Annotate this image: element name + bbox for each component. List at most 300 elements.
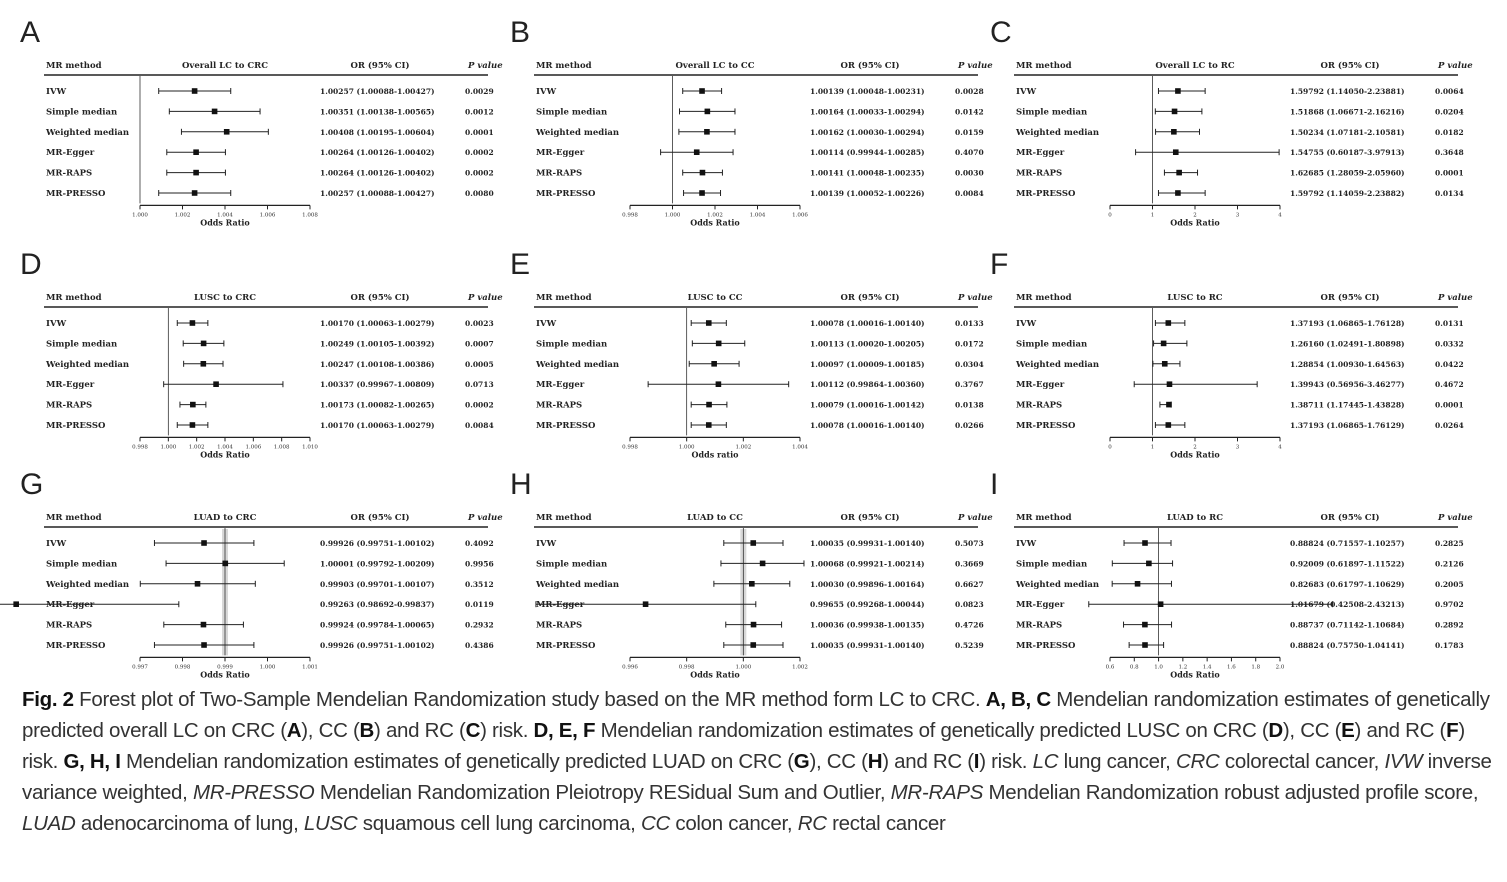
method-label: MR-Egger [536,600,585,611]
method-label: Weighted median [1016,359,1100,370]
x-tick-label: 3 [1235,444,1240,451]
point-estimate [212,109,218,115]
method-label: IVW [46,319,67,329]
forest-panel-f [990,248,1473,465]
x-tick-label: 1.002 [188,444,205,451]
caption-seg: ), CC ( [809,750,868,773]
point-estimate [705,109,711,115]
method-label: IVW [536,319,557,329]
or-value: 1.00114 (0.99944-1.00285) [810,148,925,158]
abbr-lusc: LUSC [303,812,358,835]
or-value: 1.37193 (1.06865-1.76128) [1290,319,1405,328]
p-value: 0.0002 [465,148,494,158]
or-value: 0.99924 (0.99784-1.00065) [320,620,435,630]
caption-ref-def: D, E, F [533,719,596,742]
forest-plot-svg [1010,508,1473,688]
or-value: 1.37193 (1.06865-1.76129) [1290,421,1405,430]
or-value: 1.01679 (0.42508-2.43213) [1290,600,1405,610]
method-label: MR-RAPS [1016,168,1063,179]
point-estimate [699,190,705,196]
chart-title: Overall LC to CC [675,61,755,71]
point-estimate [1171,129,1177,135]
point-estimate [1173,149,1179,155]
point-estimate [706,320,712,326]
header-p: P value [468,61,503,71]
x-axis-label: Odds Ratio [690,217,740,228]
p-value: 0.0029 [465,87,494,96]
caption-ref-a: A [286,719,302,742]
figure-label: Fig. 2 [22,688,74,711]
point-estimate [213,381,219,387]
or-value: 0.99926 (0.99751-1.00102) [320,539,435,548]
p-value: 0.0001 [1435,400,1464,410]
or-value: 1.00141 (1.00048-1.00235) [810,168,925,178]
method-label: Simple median [536,559,608,570]
or-value: 1.38711 (1.17445-1.43828) [1290,400,1405,410]
abbr-definition: rectal cancer [832,812,946,835]
or-value: 1.00162 (1.00030-1.00294) [810,127,925,137]
x-tick-label: 1.006 [259,212,276,219]
x-tick-label: 0.998 [132,444,148,451]
or-value: 0.99903 (0.99701-1.00107) [320,579,435,589]
method-label: MR-RAPS [46,168,93,179]
or-value: 1.00068 (0.99921-1.00214) [810,559,925,569]
forest-plot-svg [1010,288,1473,468]
p-value: 0.3767 [955,380,984,390]
or-value: 1.00170 (1.00063-1.00279) [320,319,435,328]
header-or: OR (95% CI) [1320,293,1380,303]
p-value: 0.9702 [1435,600,1464,610]
point-estimate [195,581,201,587]
point-estimate [1162,361,1168,367]
p-value: 0.0001 [465,127,494,137]
header-method: MR method [1016,61,1072,71]
x-tick-label: 0 [1108,212,1112,219]
abbr-definition: squamous cell lung carcinoma, [362,812,636,835]
or-value: 1.00079 (1.00016-1.00142) [810,400,925,410]
p-value: 0.4386 [465,641,494,650]
point-estimate [1158,601,1164,607]
x-tick-label: 0.998 [622,444,638,451]
forest-plot-svg [40,508,503,688]
x-tick-label: 3 [1235,212,1240,219]
p-value: 0.5239 [955,641,984,650]
method-label: IVW [536,539,557,549]
method-label: MR-RAPS [536,620,583,631]
method-label: Simple median [46,107,118,118]
or-value: 1.00097 (1.00009-1.00185) [810,359,925,369]
method-label: MR-PRESSO [46,421,106,431]
header-method: MR method [46,513,102,523]
caption-ref-e: E [1341,719,1355,742]
point-estimate [1166,320,1172,326]
point-estimate [1176,170,1182,176]
point-estimate [751,622,757,628]
panel-letter: E [510,248,531,281]
header-method: MR method [46,61,102,71]
or-value: 0.99263 (0.98692-0.99837) [320,600,435,610]
point-estimate [699,88,705,94]
method-label: MR-PRESSO [1016,421,1076,431]
x-tick-label: 0.998 [622,212,638,219]
method-label: MR-PRESSO [46,189,106,199]
point-estimate [704,129,710,135]
x-tick-label: 0.999 [217,664,233,671]
method-label: MR-PRESSO [1016,189,1076,199]
p-value: 0.0119 [465,600,494,610]
or-value: 1.00030 (0.99896-1.00164) [810,579,925,589]
p-value: 0.9956 [465,559,494,569]
x-tick-label: 1.004 [217,212,233,219]
forest-plot-svg [40,56,503,236]
p-value: 0.2126 [1435,559,1464,569]
method-label: MR-RAPS [46,620,93,631]
x-axis-label: Odds Ratio [1170,217,1220,228]
p-value: 0.0023 [465,319,494,328]
chart-title: LUSC to RC [1167,293,1223,303]
or-value: 0.99655 (0.99268-1.00044) [810,600,925,610]
x-tick-label: 1.004 [217,444,233,451]
caption-seg: ) and RC ( [374,719,466,742]
x-tick-label: 4 [1278,212,1282,219]
x-tick-label: 0.998 [678,664,695,671]
x-tick-label: 1.4 [1202,664,1212,671]
abbr-definition: adenocarcinoma of lung, [80,812,299,835]
x-tick-label: 1.000 [678,444,695,451]
p-value: 0.0084 [955,189,984,198]
forest-plot-svg [530,508,993,688]
p-value: 0.2825 [1435,539,1464,548]
p-value: 0.4070 [955,148,984,158]
point-estimate [716,381,722,387]
caption-title: Forest plot of Two-Sample Mendelian Randomization study based on the MR method form LC to CRC. [79,688,981,711]
point-estimate [13,601,19,607]
forest-plot-svg [1010,56,1473,236]
method-label: MR-PRESSO [46,641,106,651]
header-p: P value [468,293,503,303]
method-label: MR-Egger [46,148,95,159]
point-estimate [760,561,766,567]
method-label: Weighted median [1016,127,1100,138]
or-value: 1.00257 (1.00088-1.00427) [320,189,435,198]
or-value: 1.00173 (1.00082-1.00265) [320,400,435,410]
abbr-crc: CRC [1175,750,1220,773]
or-value: 1.59792 (1.14059-2.23882) [1290,189,1405,198]
x-tick-label: 2 [1193,444,1197,451]
method-label: Simple median [46,559,118,570]
panel-letter: I [990,468,999,501]
p-value: 0.0084 [465,421,494,430]
x-axis-label: Odds Ratio [1170,449,1220,460]
method-label: Weighted median [1016,579,1100,590]
header-method: MR method [536,513,592,523]
header-or: OR (95% CI) [840,61,900,71]
abbr-ivw: IVW [1384,750,1423,773]
or-value: 1.26160 (1.02491-1.80898) [1290,339,1405,349]
x-axis-label: Odds Ratio [690,669,740,680]
x-tick-label: 1.006 [792,212,808,219]
header-or: OR (95% CI) [840,293,900,303]
or-value: 1.62685 (1.28059-2.05960) [1290,168,1405,178]
chart-title: LUAD to CC [687,513,743,523]
method-label: Weighted median [536,579,620,590]
x-axis-label: Odds Ratio [200,669,250,680]
or-value: 0.88824 (0.71557-1.10257) [1290,539,1405,548]
p-value: 0.0080 [465,189,494,198]
x-tick-label: 0.8 [1129,664,1139,671]
x-tick-label: 0.997 [132,664,148,671]
method-label: MR-RAPS [1016,400,1063,411]
forest-panel-b [510,16,993,233]
x-tick-label: 0.998 [174,664,191,671]
point-estimate [192,88,198,94]
point-estimate [201,540,207,546]
header-or: OR (95% CI) [1320,513,1380,523]
header-p: P value [958,61,993,71]
forest-panel-d [20,248,503,465]
forest-panel-a [20,16,503,233]
p-value: 0.0131 [1435,319,1464,328]
point-estimate [750,540,756,546]
p-value: 0.4672 [1435,380,1464,390]
method-label: IVW [46,539,67,549]
point-estimate [222,561,228,567]
method-label: MR-Egger [1016,148,1065,159]
method-label: Simple median [1016,559,1088,570]
point-estimate [1166,422,1172,428]
p-value: 0.1783 [1435,641,1464,650]
caption-ref-g: G [793,750,810,773]
x-tick-label: 1.000 [664,212,681,219]
x-tick-label: 1.002 [735,444,752,451]
p-value: 0.0138 [955,400,984,410]
p-value: 0.0001 [1435,168,1464,178]
panel-letter: H [510,468,532,501]
p-value: 0.0264 [1435,421,1464,430]
point-estimate [190,402,196,408]
caption-ref-b: B [359,719,375,742]
method-label: MR-RAPS [536,168,583,179]
header-p: P value [1438,61,1473,71]
point-estimate [750,642,756,648]
abbr-luad: LUAD [22,812,76,835]
method-label: MR-Egger [46,600,95,611]
method-label: Weighted median [46,127,130,138]
point-estimate [1142,540,1148,546]
point-estimate [1167,381,1173,387]
method-label: MR-Egger [536,148,585,159]
header-or: OR (95% CI) [350,61,410,71]
p-value: 0.0005 [465,359,494,369]
header-p: P value [958,513,993,523]
panel-letter: B [510,16,531,49]
point-estimate [1172,109,1178,115]
point-estimate [193,149,199,155]
point-estimate [1161,341,1167,347]
x-tick-label: 1.004 [749,212,766,219]
method-label: MR-Egger [1016,600,1065,611]
or-value: 1.00035 (0.99931-1.00140) [810,539,925,548]
x-tick-label: 1.008 [302,212,318,219]
method-label: Simple median [46,339,118,350]
or-value: 1.00247 (1.00108-1.00386) [320,359,435,369]
abbr-mr-presso: MR-PRESSO [192,781,315,804]
p-value: 0.0133 [955,319,984,328]
panel-letter: F [990,248,1009,281]
abbr-definition: colorectal cancer, [1224,750,1380,773]
caption-seg: ) and RC ( [882,750,974,773]
method-label: MR-PRESSO [536,189,596,199]
point-estimate [1135,581,1141,587]
forest-panel-e [510,248,993,465]
method-label: MR-Egger [46,380,95,391]
panel-letter: C [990,16,1012,49]
point-estimate [201,622,207,628]
p-value: 0.0332 [1435,339,1464,349]
method-label: Weighted median [46,359,130,370]
or-value: 1.28854 (1.00930-1.64563) [1290,359,1405,369]
or-value: 1.00113 (1.00020-1.00205) [810,339,925,349]
method-label: MR-PRESSO [1016,641,1076,651]
caption-seg: Mendelian randomization estimates of genetically predicted overall LC on CRC ( [22,688,1490,742]
x-tick-label: 0 [1108,444,1112,451]
abbr-lc: LC [1032,750,1059,773]
figure-caption [22,684,1492,839]
header-p: P value [1438,293,1473,303]
chart-title: Overall LC to RC [1155,61,1235,71]
or-value: 1.00078 (1.00016-1.00140) [810,319,925,328]
p-value: 0.0182 [1435,127,1464,137]
point-estimate [706,422,712,428]
point-estimate [716,341,722,347]
p-value: 0.2892 [1435,620,1464,630]
x-tick-label: 1.000 [160,444,177,451]
chart-title: LUAD to RC [1167,513,1223,523]
header-or: OR (95% CI) [840,513,900,523]
or-value: 0.88824 (0.75750-1.04141) [1290,641,1405,650]
or-value: 1.00351 (1.00138-1.00565) [320,107,435,117]
abbr-definition: Mendelian Randomization robust adjusted profile score, [988,781,1479,804]
p-value: 0.0142 [955,107,984,117]
method-label: Simple median [536,339,608,350]
p-value: 0.0030 [955,168,984,178]
p-value: 0.3669 [955,559,984,569]
panel-letter: A [20,16,41,49]
p-value: 0.2932 [465,620,494,630]
header-method: MR method [1016,293,1072,303]
method-label: MR-RAPS [1016,620,1063,631]
x-tick-label: 0.6 [1105,664,1115,671]
point-estimate [706,402,712,408]
x-tick-label: 0.996 [622,664,638,671]
or-value: 0.88737 (0.71142-1.10684) [1290,620,1405,630]
p-value: 0.4092 [465,539,494,548]
header-or: OR (95% CI) [1320,61,1380,71]
x-tick-label: 1.006 [245,444,262,451]
x-axis-label: Odds ratio [691,449,739,460]
method-label: IVW [1016,87,1037,97]
method-label: Simple median [536,107,608,118]
caption-ref-f: F [1446,719,1459,742]
x-tick-label: 1.6 [1227,664,1236,671]
point-estimate [193,170,199,176]
method-label: MR-PRESSO [536,641,596,651]
method-label: IVW [1016,539,1037,549]
point-estimate [201,341,207,347]
caption-seg: ) risk. [480,719,529,742]
or-value: 1.00264 (1.00126-1.00402) [320,168,435,178]
point-estimate [1175,88,1181,94]
forest-plot-svg [530,288,993,468]
caption-seg: ) and RC ( [1354,719,1447,742]
caption-seg: ) risk. [22,719,1465,773]
x-tick-label: 1.2 [1178,664,1188,671]
p-value: 0.0422 [1435,359,1464,369]
point-estimate [1146,561,1152,567]
header-or: OR (95% CI) [350,513,410,523]
method-label: IVW [536,87,557,97]
x-tick-label: 1.002 [174,212,191,219]
x-tick-label: 1.008 [273,444,290,451]
or-value: 1.39943 (0.56956-3.46277) [1290,380,1405,390]
p-value: 0.0266 [955,421,984,430]
x-tick-label: 4 [1278,444,1282,451]
or-value: 0.82683 (0.61797-1.10629) [1290,579,1405,589]
x-tick-label: 1.010 [302,444,318,451]
forest-plot-svg [530,56,993,236]
or-value: 1.00257 (1.00088-1.00427) [320,87,435,96]
x-tick-label: 1.0 [1154,664,1163,671]
point-estimate [711,361,717,367]
point-estimate [749,581,755,587]
point-estimate [201,642,207,648]
x-tick-label: 1.002 [707,212,723,219]
p-value: 0.0159 [955,127,984,137]
caption-ref-d: D [1268,719,1283,742]
header-method: MR method [536,61,592,71]
x-tick-label: 1 [1150,212,1155,219]
or-value: 1.00408 (1.00195-1.00604) [320,127,435,137]
p-value: 0.0002 [465,400,494,410]
or-value: 1.00112 (0.99864-1.00360) [810,380,925,390]
x-tick-label: 1.000 [259,664,276,671]
or-value: 1.00170 (1.00063-1.00279) [320,421,435,430]
forest-panel-i [990,468,1473,685]
caption-ref-h: H [867,750,883,773]
or-value: 1.00035 (0.99931-1.00140) [810,641,925,650]
method-label: IVW [1016,319,1037,329]
panel-letter: D [20,248,42,281]
caption-seg: Mendelian randomization estimates of genetically predicted LUSC on CRC ( [600,719,1269,742]
panel-letter: G [20,468,44,501]
abbr-definition: colon cancer, [675,812,793,835]
p-value: 0.0002 [465,168,494,178]
header-p: P value [468,513,503,523]
method-label: MR-RAPS [536,400,583,411]
p-value: 0.0064 [1435,87,1464,96]
p-value: 0.0304 [955,359,984,369]
caption-ref-i: I [973,750,980,773]
header-p: P value [958,293,993,303]
x-tick-label: 2.0 [1275,664,1285,671]
header-or: OR (95% CI) [350,293,410,303]
or-value: 1.00139 (1.00052-1.00226) [810,189,925,198]
or-value: 1.54755 (0.60187-3.97913) [1290,148,1405,158]
p-value: 0.2005 [1435,579,1464,589]
x-axis-label: Odds Ratio [200,449,250,460]
point-estimate [1142,622,1148,628]
point-estimate [643,601,649,607]
